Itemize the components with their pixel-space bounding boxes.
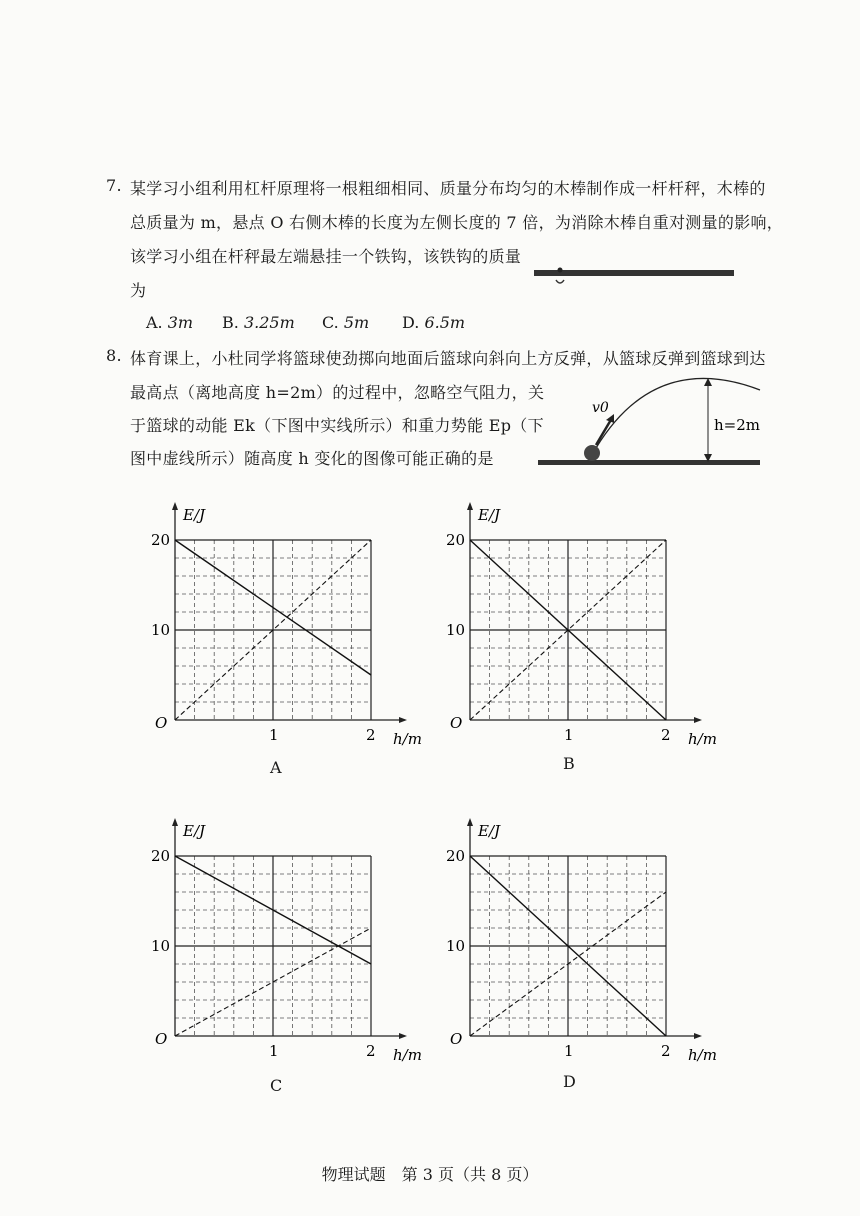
x-axis-arrowhead xyxy=(694,717,702,723)
q8-line-2: 最高点（离地高度 h=2m）的过程中，忽略空气阻力，关 xyxy=(130,383,545,402)
q8-number: 8. xyxy=(106,346,122,365)
x-axis-label: h/m xyxy=(688,1046,717,1064)
q7-line-1: 某学习小组利用杠杆原理将一根粗细相同、质量分布均匀的木棒制作成一杆杆秤，木棒的 xyxy=(130,179,766,198)
x-tick-label: 2 xyxy=(366,726,376,744)
ground xyxy=(538,460,760,465)
x-axis-label: h/m xyxy=(393,1046,422,1064)
y-tick-label: 20 xyxy=(151,531,171,549)
x-axis-arrowhead xyxy=(399,717,407,723)
y-tick-label: 20 xyxy=(151,847,171,865)
q7-line-3: 该学习小组在杆秤最左端悬挂一个铁钩，该铁钩的质量 xyxy=(130,247,522,266)
chart-d-label: D xyxy=(563,1072,576,1091)
y-tick-label: 10 xyxy=(446,937,466,955)
hook-shape xyxy=(556,280,564,283)
q7-option-a: A. 3m xyxy=(146,313,194,332)
chart-d xyxy=(445,814,735,1074)
q7-option-d: D. 6.5m xyxy=(402,313,466,332)
x-axis-label: h/m xyxy=(393,730,422,748)
chart-c xyxy=(150,814,440,1074)
chart-a xyxy=(150,498,440,758)
x-axis-arrowhead xyxy=(694,1033,702,1039)
x-axis-label: h/m xyxy=(688,730,717,748)
height-label: h=2m xyxy=(714,416,760,434)
wooden-stick xyxy=(534,270,734,276)
y-axis-label: E/J xyxy=(183,822,206,840)
basketball xyxy=(584,445,600,461)
chart-b xyxy=(445,498,735,758)
q7-option-c: C. 5m xyxy=(322,313,370,332)
y-axis-arrowhead xyxy=(172,502,178,510)
q7-number: 7. xyxy=(106,176,122,195)
x-tick-label: 2 xyxy=(661,726,671,744)
origin-label: O xyxy=(155,714,168,732)
velocity-arrow xyxy=(596,418,612,445)
origin-label: O xyxy=(450,1030,463,1048)
y-axis-arrowhead xyxy=(467,502,473,510)
x-tick-label: 2 xyxy=(366,1042,376,1060)
chart-c-label: C xyxy=(270,1076,283,1095)
q7-option-b: B. 3.25m xyxy=(222,313,295,332)
y-axis-label: E/J xyxy=(478,822,501,840)
y-tick-label: 20 xyxy=(446,847,466,865)
pivot-point xyxy=(558,268,563,273)
y-tick-label: 10 xyxy=(151,621,171,639)
y-axis-label: E/J xyxy=(478,506,501,524)
y-tick-label: 20 xyxy=(446,531,466,549)
y-axis-arrowhead xyxy=(467,818,473,826)
x-tick-label: 2 xyxy=(661,1042,671,1060)
q7-line-4: 为 xyxy=(130,281,147,300)
basketball-figure xyxy=(536,370,762,470)
x-axis-arrowhead xyxy=(399,1033,407,1039)
x-tick-label: 1 xyxy=(269,726,279,744)
y-tick-label: 10 xyxy=(446,621,466,639)
x-tick-label: 1 xyxy=(564,1042,574,1060)
origin-label: O xyxy=(155,1030,168,1048)
y-tick-label: 10 xyxy=(151,937,171,955)
chart-b-label: B xyxy=(563,754,575,773)
trajectory-path xyxy=(596,378,760,448)
q7-line-2: 总质量为 m，悬点 O 右侧木棒的长度为左侧长度的 7 倍，为消除木棒自重对测量的影响， xyxy=(130,213,784,232)
v0-label: v0 xyxy=(592,400,609,416)
q8-line-4: 图中虚线所示）随高度 h 变化的图像可能正确的是 xyxy=(130,449,494,468)
origin-label: O xyxy=(450,714,463,732)
y-axis-arrowhead xyxy=(172,818,178,826)
steelyard-figure xyxy=(530,262,740,290)
q8-line-3: 于篮球的动能 Ek（下图中实线所示）和重力势能 Ep（下 xyxy=(130,416,544,435)
page-footer: 物理试题 第 3 页（共 8 页） xyxy=(321,1165,539,1184)
x-tick-label: 1 xyxy=(269,1042,279,1060)
x-tick-label: 1 xyxy=(564,726,574,744)
y-axis-label: E/J xyxy=(183,506,206,524)
q8-line-1: 体育课上，小杜同学将篮球使劲掷向地面后篮球向斜向上方反弹，从篮球反弹到篮球到达 xyxy=(130,349,766,368)
chart-a-label: A xyxy=(270,758,282,777)
